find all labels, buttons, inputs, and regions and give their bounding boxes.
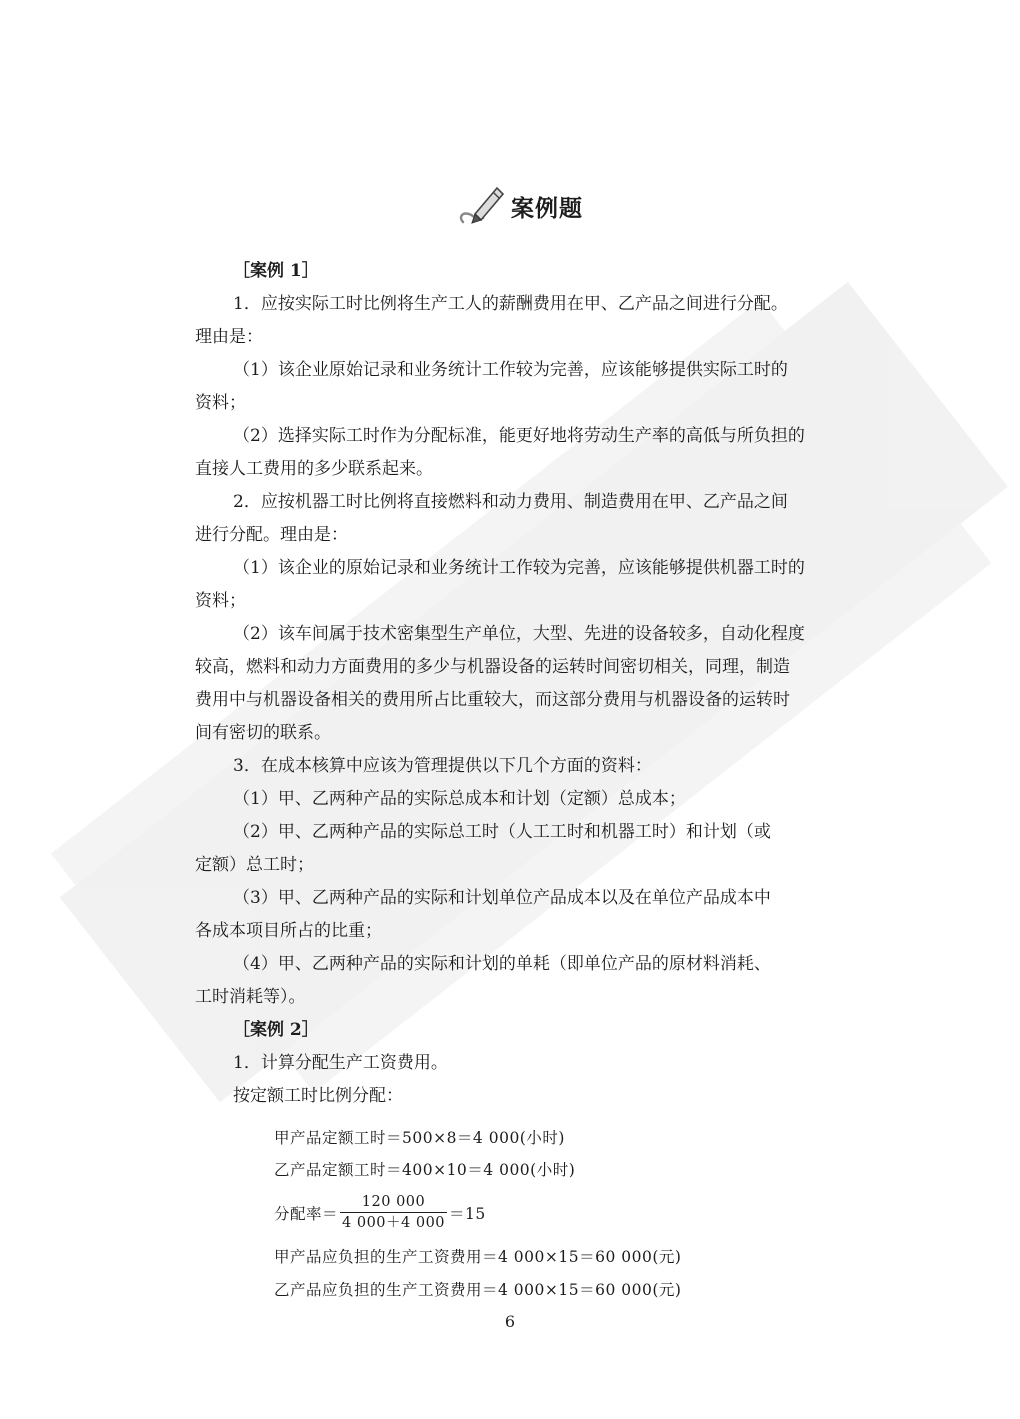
case1-line: （2）该车间属于技术密集型生产单位，大型、先进的设备较多，自动化程度 [233, 624, 805, 644]
section-heading [453, 178, 583, 234]
case2-line: 1．计算分配生产工资费用。 [233, 1053, 448, 1073]
case1-line: 各成本项目所占的比重； [195, 921, 382, 941]
case1-line: 较高，燃料和动力方面费用的多少与机器设备的运转时间密切相关，同理，制造 [195, 657, 790, 677]
case2-line: 按定额工时比例分配： [233, 1086, 403, 1106]
case1-line: （2）甲、乙两种产品的实际总工时（人工工时和机器工时）和计划（或 [233, 822, 771, 842]
case1-line: （1）甲、乙两种产品的实际总成本和计划（定额）总成本； [233, 789, 686, 809]
case1-line: （3）甲、乙两种产品的实际和计划单位产品成本以及在单位产品成本中 [233, 888, 771, 908]
case1-line: （4）甲、乙两种产品的实际和计划的单耗（即单位产品的原材料消耗、 [233, 954, 771, 974]
formula-line: 乙产品定额工时＝400×10＝4 000(小时) [274, 1161, 576, 1179]
case1-line: 费用中与机器设备相关的费用所占比重较大，而这部分费用与机器设备的运转时 [195, 690, 790, 710]
page-number: 6 [504, 1312, 516, 1331]
case1-line: 工时消耗等）。 [195, 987, 306, 1007]
case1-line: 3．在成本核算中应该为管理提供以下几个方面的资料： [233, 756, 652, 776]
case1-line: 间有密切的联系。 [195, 723, 331, 743]
case1-line: （1）该企业的原始记录和业务统计工作较为完善，应该能够提供机器工时的 [233, 558, 805, 578]
fraction [340, 1194, 447, 1231]
case1-label: ［案例 1］ [233, 261, 319, 281]
rate-result: ＝15 [449, 1204, 486, 1223]
case1-line: 进行分配。理由是： [195, 525, 348, 545]
case1-line: 资料； [195, 591, 246, 611]
case1-line: 资料； [195, 393, 246, 413]
allocation-rate-formula [274, 1194, 486, 1231]
case1-line: 定额）总工时； [195, 855, 314, 875]
fraction-numerator: 120 000 [361, 1194, 426, 1210]
case2-label: ［案例 2］ [233, 1020, 319, 1040]
pen-icon [453, 178, 509, 234]
case1-line: 1．应按实际工时比例将生产工人的薪酬费用在甲、乙产品之间进行分配。 [233, 294, 788, 314]
case1-line: （1）该企业原始记录和业务统计工作较为完善，应该能够提供实际工时的 [233, 360, 788, 380]
case1-line: 2．应按机器工时比例将直接燃料和动力费用、制造费用在甲、乙产品之间 [233, 492, 788, 512]
fraction-denominator: 4 000＋4 000 [340, 1212, 447, 1231]
formula-line: 甲产品定额工时＝500×8＝4 000(小时) [274, 1129, 565, 1147]
section-title: 案例题 [511, 194, 583, 222]
case1-line: （2）选择实际工时作为分配标准，能更好地将劳动生产率的高低与所负担的 [233, 426, 805, 446]
formula-line: 乙产品应负担的生产工资费用＝4 000×15＝60 000(元) [274, 1281, 682, 1299]
case1-line: 理由是： [195, 327, 263, 347]
formula-line: 甲产品应负担的生产工资费用＝4 000×15＝60 000(元) [274, 1248, 682, 1266]
case1-line: 直接人工费用的多少联系起来。 [195, 459, 433, 479]
rate-label: 分配率＝ [274, 1204, 339, 1223]
